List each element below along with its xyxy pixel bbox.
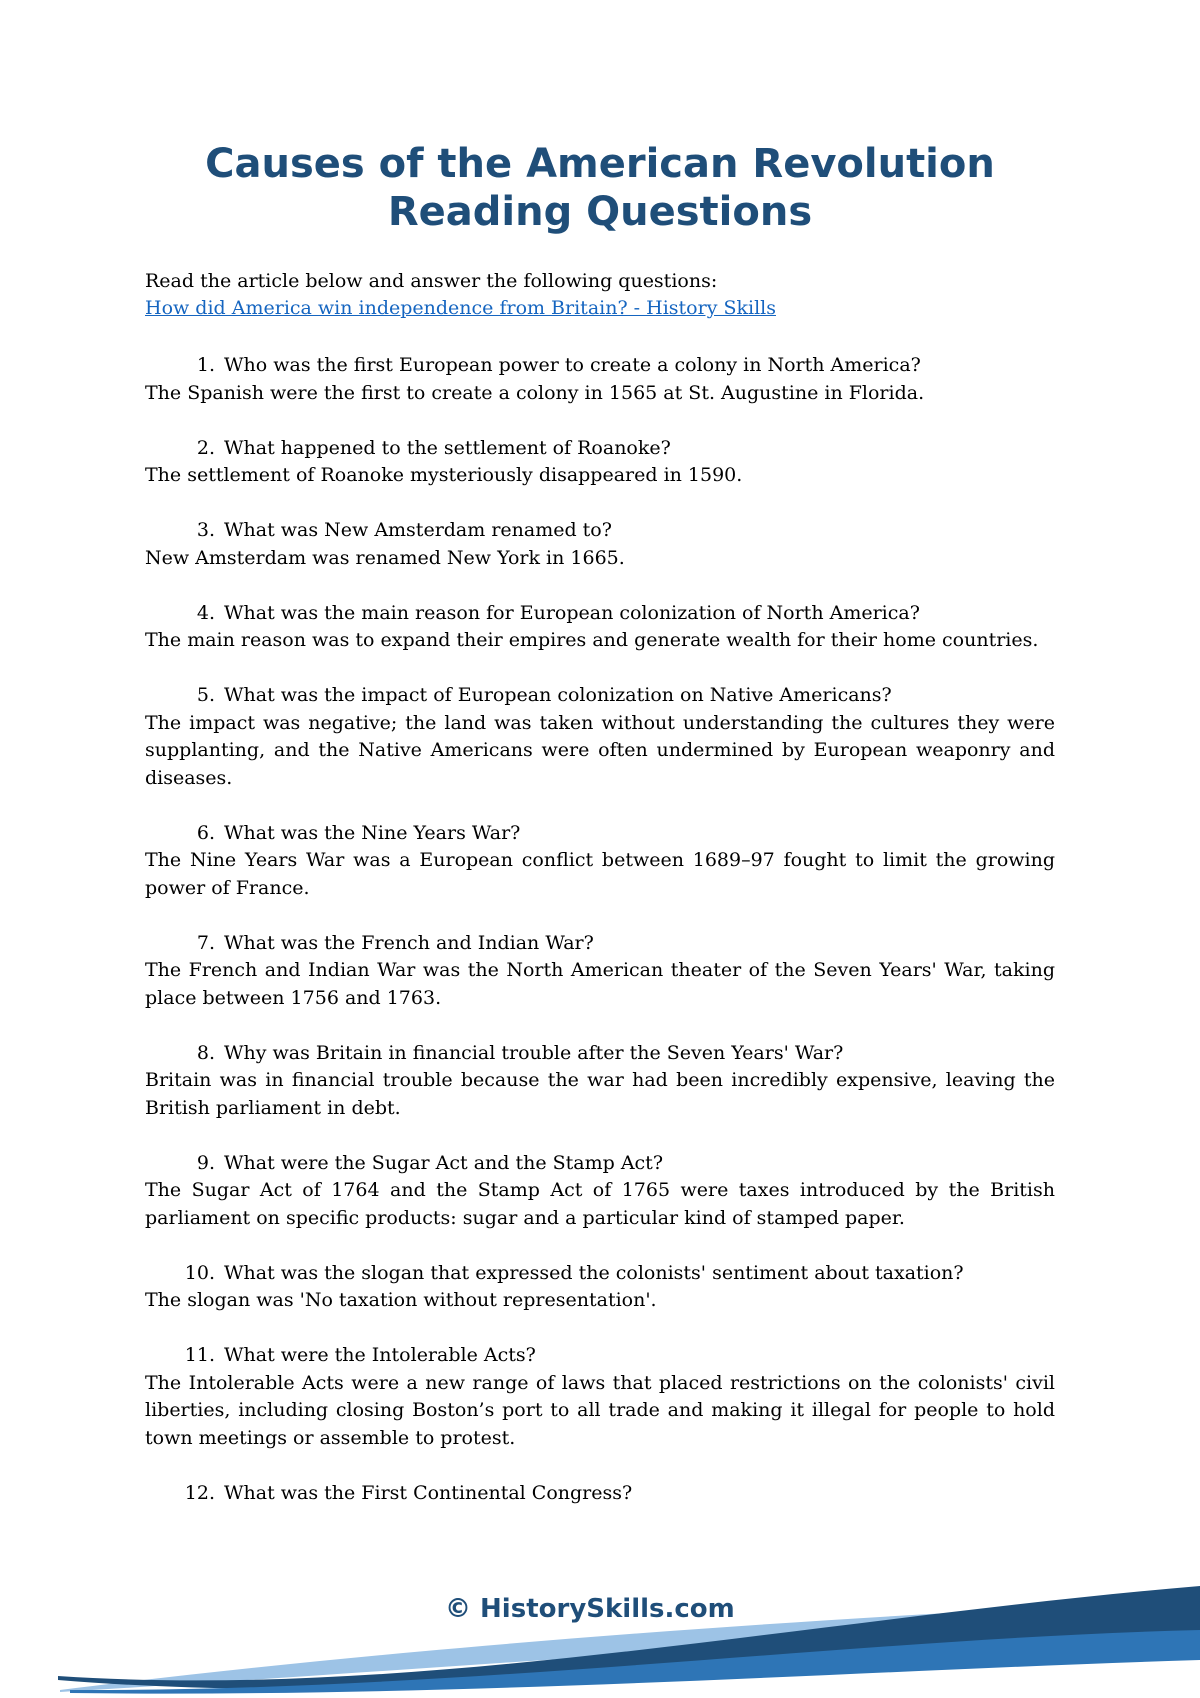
question-number: 6. xyxy=(196,821,215,844)
question-number: 10. xyxy=(184,1261,215,1284)
qa-item-10 xyxy=(145,1260,1055,1315)
question-label: What was the slogan that expressed the colonists' sentiment about taxation? xyxy=(224,1261,964,1284)
question-text xyxy=(145,600,1055,628)
question-number: 3. xyxy=(196,519,215,541)
qa-item-12 xyxy=(145,1480,1055,1508)
answer-text: The Nine Years War was a European conflict between 1689–97 fought to limit the growing power of France. xyxy=(145,849,1055,899)
question-label: What was the First Continental Congress? xyxy=(224,1481,633,1504)
question-number: 4. xyxy=(196,601,215,624)
qa-item-1 xyxy=(145,352,1055,407)
qa-item-7 xyxy=(145,930,1055,1013)
question-text xyxy=(145,1480,1055,1508)
question-text xyxy=(145,435,1055,463)
question-number: 12. xyxy=(184,1481,215,1504)
qa-item-9 xyxy=(145,1150,1055,1233)
question-number: 9. xyxy=(196,1151,215,1174)
instruction-text: Read the article below and answer the following questions: xyxy=(145,270,718,292)
question-text xyxy=(145,352,1055,380)
answer-text: The impact was negative; the land was taken without understanding the cultures they were supplanting, and the Native Americans were often undermined by European weaponry and diseases. xyxy=(145,711,1055,789)
answer-text: The Intolerable Acts were a new range of laws that placed restrictions on the colonists' civil liberties, including closing Boston’s port to all trade and making it illegal for people to hold town meetings or assemble to protest. xyxy=(145,1371,1055,1449)
answer-text: Britain was in financial trouble because the war had been incredibly expensive, leaving the British parliament in debt. xyxy=(145,1069,1055,1119)
question-number: 8. xyxy=(196,1041,215,1064)
qa-item-8 xyxy=(145,1040,1055,1123)
question-text xyxy=(145,1150,1055,1178)
question-label: What were the Intolerable Acts? xyxy=(224,1344,536,1366)
title-line-2: Reading Questions xyxy=(387,189,813,235)
qa-item-4 xyxy=(145,600,1055,655)
intro-block xyxy=(145,268,1055,322)
question-label: What was the Nine Years War? xyxy=(224,821,521,844)
answer-text: The Sugar Act of 1764 and the Stamp Act of 1765 were taxes introduced by the British parliament on specific products: sugar and a particular kind of stamped paper. xyxy=(145,1179,1055,1229)
answer-text: The Spanish were the first to create a colony in 1565 at St. Augustine in Florida. xyxy=(145,381,925,404)
answer-text: The main reason was to expand their empires and generate wealth for their home countries. xyxy=(145,629,1039,651)
question-list xyxy=(145,352,1055,1535)
title-line-1: Causes of the American Revolution xyxy=(205,141,995,187)
qa-item-3 xyxy=(145,517,1055,572)
qa-item-11 xyxy=(145,1342,1055,1452)
question-number: 1. xyxy=(196,354,215,376)
qa-item-5 xyxy=(145,682,1055,792)
question-number: 5. xyxy=(196,684,215,706)
question-text xyxy=(145,1342,1055,1370)
answer-text: New Amsterdam was renamed New York in 1665. xyxy=(145,546,625,569)
question-text xyxy=(145,930,1055,958)
question-text xyxy=(145,1040,1055,1068)
question-label: What happened to the settlement of Roanoke? xyxy=(224,436,671,459)
qa-item-6 xyxy=(145,820,1055,903)
question-text xyxy=(145,517,1055,545)
question-label: What was the main reason for European colonization of North America? xyxy=(224,601,920,624)
question-text xyxy=(145,682,1055,710)
question-label: What was New Amsterdam renamed to? xyxy=(224,519,612,541)
question-number: 7. xyxy=(196,931,215,954)
article-link[interactable]: How did America win independence from Britain? - History Skills xyxy=(145,297,776,319)
question-label: What was the impact of European colonization on Native Americans? xyxy=(224,684,892,706)
answer-text: The settlement of Roanoke mysteriously disappeared in 1590. xyxy=(145,464,743,486)
qa-item-2 xyxy=(145,435,1055,490)
question-label: Why was Britain in financial trouble after the Seven Years' War? xyxy=(224,1041,844,1064)
question-label: Who was the first European power to create a colony in North America? xyxy=(224,354,921,376)
answer-text: The slogan was 'No taxation without representation'. xyxy=(145,1289,657,1311)
page-title xyxy=(0,140,1200,236)
question-label: What were the Sugar Act and the Stamp Act? xyxy=(224,1151,664,1174)
question-text xyxy=(145,1260,1055,1288)
question-number: 2. xyxy=(196,436,215,459)
question-number: 11. xyxy=(184,1344,215,1366)
copyright-text: © HistorySkills.com xyxy=(445,1594,735,1624)
question-label: What was the French and Indian War? xyxy=(224,931,594,954)
answer-text: The French and Indian War was the North American theater of the Seven Years' War, taking place between 1756 and 1763. xyxy=(145,959,1055,1009)
question-text xyxy=(145,820,1055,848)
